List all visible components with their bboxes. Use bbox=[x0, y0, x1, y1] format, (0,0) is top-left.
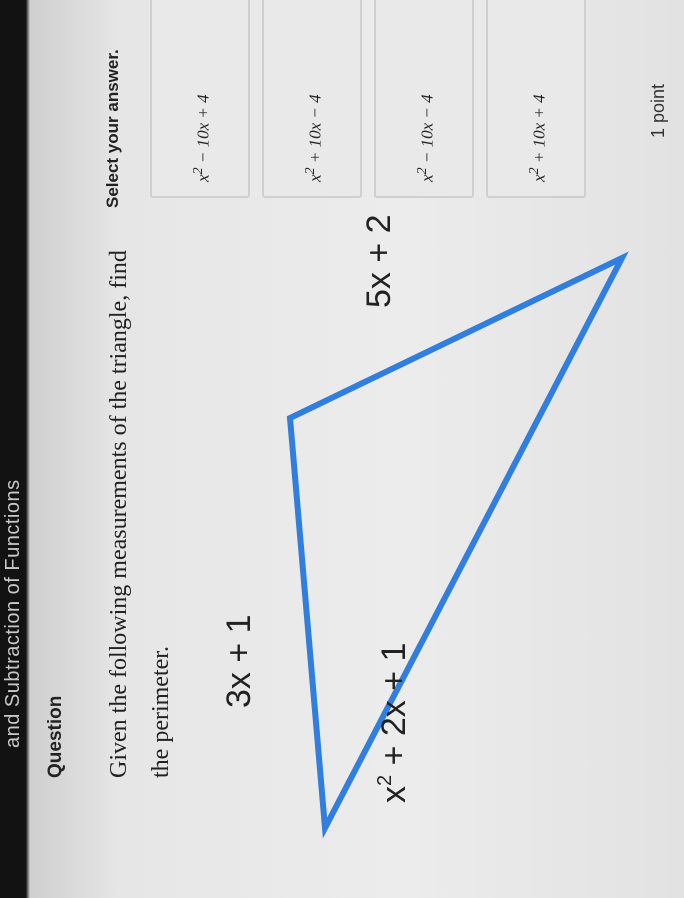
triangle-shape bbox=[290, 258, 622, 828]
answer-option-1-text: $x^2 - 10x + 4$ bbox=[190, 94, 213, 182]
question-prompt: Given the following measurements of the triangle, find the perimeter. bbox=[106, 250, 174, 778]
answer-option-3[interactable] bbox=[374, 0, 474, 198]
answer-option-4[interactable] bbox=[486, 0, 586, 198]
side-label-bottom: $x^2 + 2x + 1$ bbox=[374, 642, 413, 803]
answer-option-3-text: $x^2 - 10x - 4$ bbox=[414, 94, 437, 182]
question-heading: Question bbox=[45, 695, 66, 778]
answer-option-2[interactable] bbox=[262, 0, 362, 198]
points-value: 1 point bbox=[648, 83, 668, 138]
side-label-right: 5x + 2 bbox=[360, 214, 398, 308]
side-label-top: 3x + 1 bbox=[220, 614, 258, 708]
answer-option-4-text: $x^2 + 10x + 4$ bbox=[526, 94, 549, 182]
select-answer-label: Select your answer. bbox=[103, 49, 122, 208]
answer-option-2-text: $x^2 + 10x - 4$ bbox=[302, 94, 325, 182]
answer-option-1[interactable] bbox=[150, 0, 250, 198]
breadcrumb: and Subtraction of Functions bbox=[2, 479, 24, 748]
